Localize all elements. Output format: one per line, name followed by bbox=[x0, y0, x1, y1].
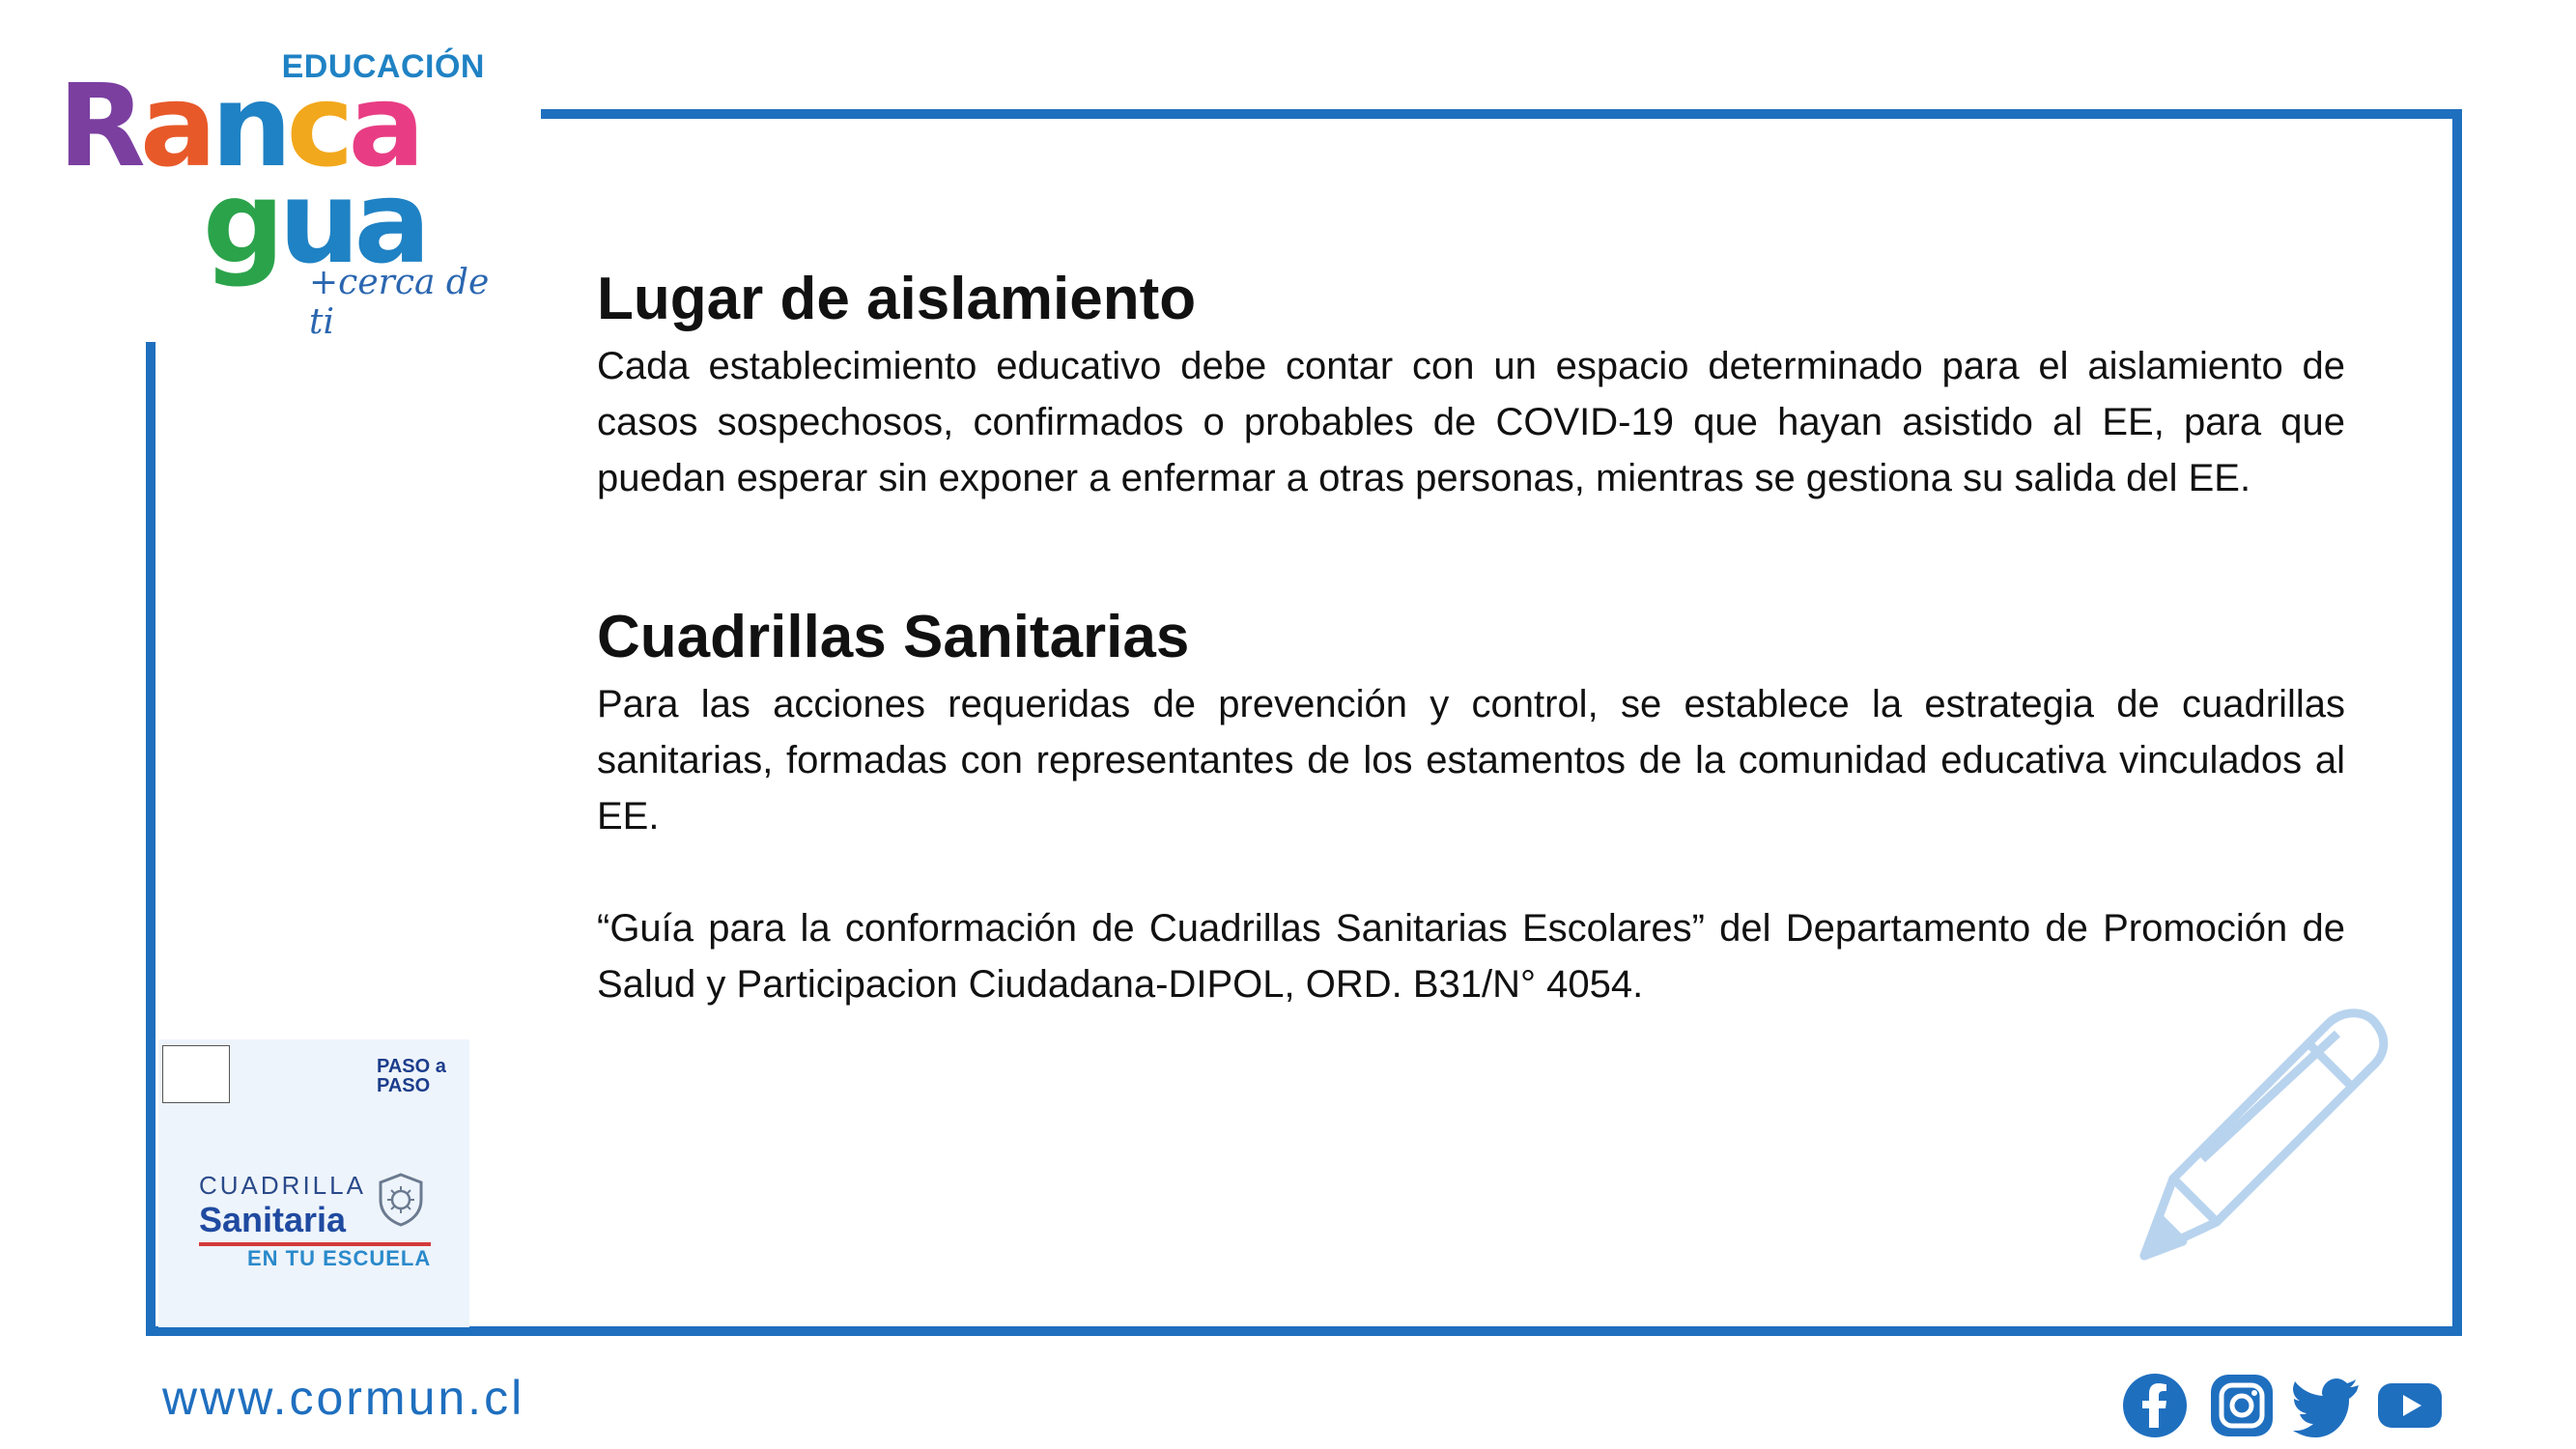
main-content bbox=[597, 261, 2345, 1012]
rancagua-logo bbox=[58, 39, 502, 342]
youtube-icon[interactable] bbox=[2376, 1372, 2444, 1439]
card-line-cuadrilla: CUADRILLA bbox=[199, 1171, 366, 1200]
logo-city-line2: gua bbox=[203, 156, 426, 289]
paso-a-paso-label: PASO a PASO bbox=[377, 1056, 446, 1096]
website-link[interactable]: www.cormun.cl bbox=[162, 1371, 525, 1425]
facebook-icon[interactable] bbox=[2121, 1372, 2189, 1439]
card-line-escuela: EN TU ESCUELA bbox=[247, 1246, 432, 1270]
twitter-icon[interactable] bbox=[2291, 1372, 2359, 1439]
citation: “Guía para la conformación de Cuadrillas Sanitarias Escolares” del Departamento de Promoción de Salud y Participacion Ciudadana-DIPOL, ORD. B31/N° 4054. bbox=[597, 907, 2345, 1006]
section-heading-cuadrillas: Cuadrillas Sanitarias bbox=[597, 604, 1190, 670]
logo-tagline: +cerca de ti bbox=[309, 263, 490, 342]
instagram-icon[interactable] bbox=[2208, 1372, 2276, 1439]
pencil-icon bbox=[2106, 985, 2395, 1275]
ministry-logo-icon bbox=[162, 1045, 230, 1103]
logo-city-line1: Ranca bbox=[58, 59, 420, 192]
section-body-aislamiento: Cada establecimiento educativo debe contar con un espacio determinado para el aislamiento de casos sospechosos, confirmados o probables de COVID-19 que hayan asistido al EE, para que puedan esperar sin exponer a enfermar a otras personas, mientras se gestiona su salida del EE. bbox=[597, 345, 2345, 499]
section-heading-aislamiento: Lugar de aislamiento bbox=[597, 266, 1197, 332]
card-line-sanitaria: Sanitaria bbox=[199, 1200, 347, 1239]
virus-shield-icon bbox=[377, 1173, 425, 1227]
logo-education-label: EDUCACIÓN bbox=[281, 48, 485, 85]
cuadrilla-sanitaria-card bbox=[158, 1039, 469, 1327]
section-body-cuadrillas: Para las acciones requeridas de prevención y control, se establece la estrategia de cuadrillas sanitarias, formadas con representantes de los estamentos de la comunidad educativa vinculados al EE. bbox=[597, 683, 2345, 838]
